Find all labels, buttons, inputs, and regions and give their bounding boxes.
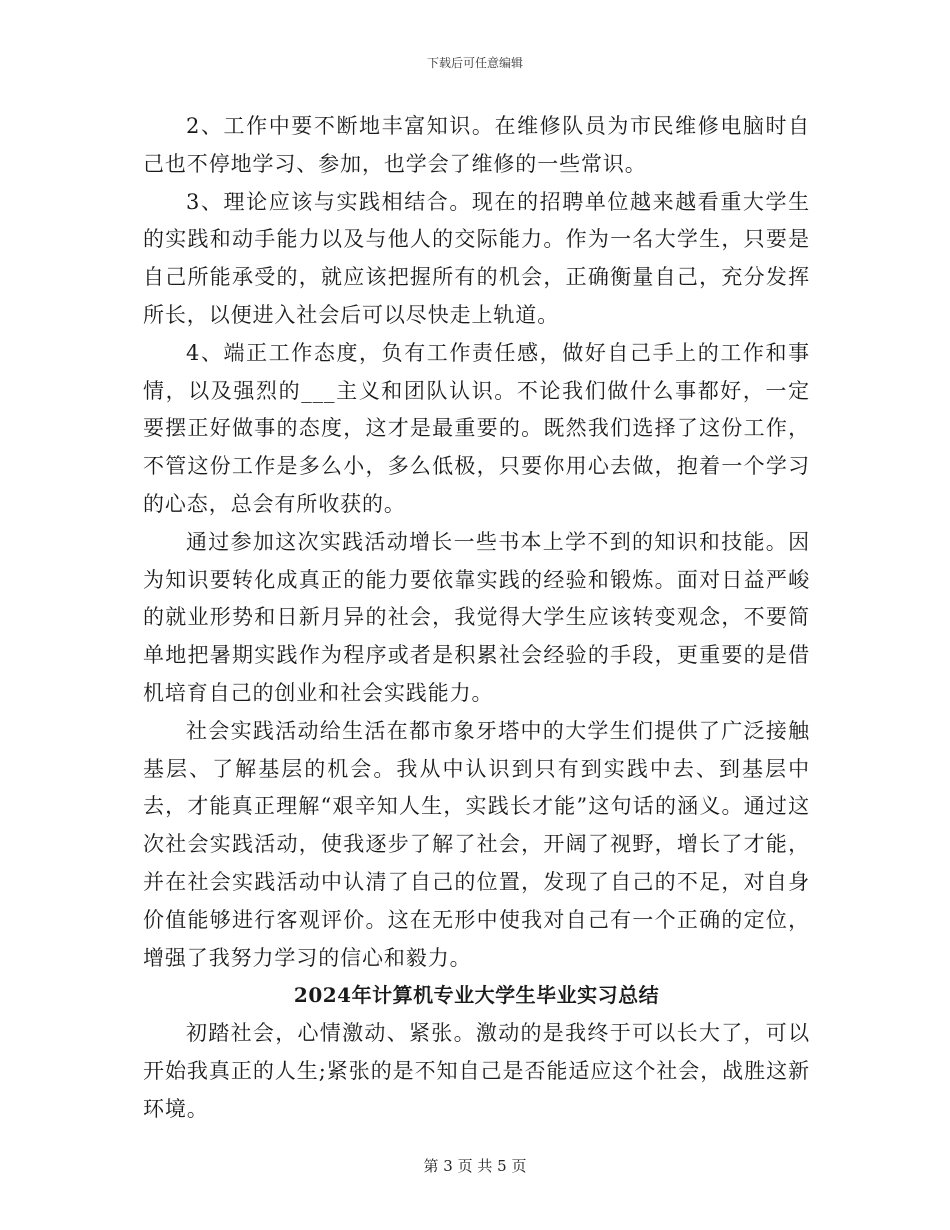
document-body xyxy=(143,108,810,1129)
page-footer: 第 3 页 共 5 页 xyxy=(423,1157,527,1175)
paragraph-practice-gain: 通过参加这次实践活动增长一些书本上学不到的知识和技能。因为知识要转化成真正的能力要依靠实践的经验和锻炼。面对日益严峻的就业形势和日新月异的社会，我觉得大学生应该转变观念，不要简单地把暑期实践作为程序或者是积累社会经验的手段，更重要的是借机培育自己的创业和社会实践能力。 xyxy=(143,529,810,705)
paragraph-social-practice: 社会实践活动给生活在都市象牙塔中的大学生们提供了广泛接触基层、了解基层的机会。我从中认识到只有到实践中去、到基层中去，才能真正理解“艰辛知人生，实践长才能”这句话的涵义。通过这次社会实践活动，使我逐步了解了社会，开阔了视野，增长了才能，并在社会实践活动中认清了自己的位置，发现了自己的不足，对自身价值能够进行客观评价。这在无形中使我对自己有一个正确的定位，增强了我努力学习的信心和毅力。 xyxy=(143,718,810,970)
paragraph-item-4: 4、端正工作态度，负有工作责任感，做好自己手上的工作和事情，以及强烈的___主义和团队认识。不论我们做什么事都好，一定要摆正好做事的态度，这才是最重要的。既然我们选择了这份工作，不管这份工作是多么小，多么低极，只要你用心去做，抱着一个学习的心态，总会有所收获的。 xyxy=(143,340,810,516)
section-paragraph-intro: 初踏社会，心情激动、紧张。激动的是我终于可以长大了，可以开始我真正的人生;紧张的是不知自己是否能适应这个社会，战胜这新环境。 xyxy=(143,1021,810,1121)
paragraph-item-2: 2、工作中要不断地丰富知识。在维修队员为市民维修电脑时自己也不停地学习、参加，也学会了维修的一些常识。 xyxy=(143,114,810,176)
section-title: 2024年计算机专业大学生毕业实习总结 xyxy=(293,983,660,1008)
paragraph-item-3: 3、理论应该与实践相结合。现在的招聘单位越来越看重大学生的实践和动手能力以及与他人的交际能力。作为一名大学生，只要是自己所能承受的，就应该把握所有的机会，正确衡量自己，充分发挥所长，以便进入社会后可以尽快走上轨道。 xyxy=(143,189,810,327)
page-header: 下载后可任意编辑 xyxy=(426,56,523,70)
